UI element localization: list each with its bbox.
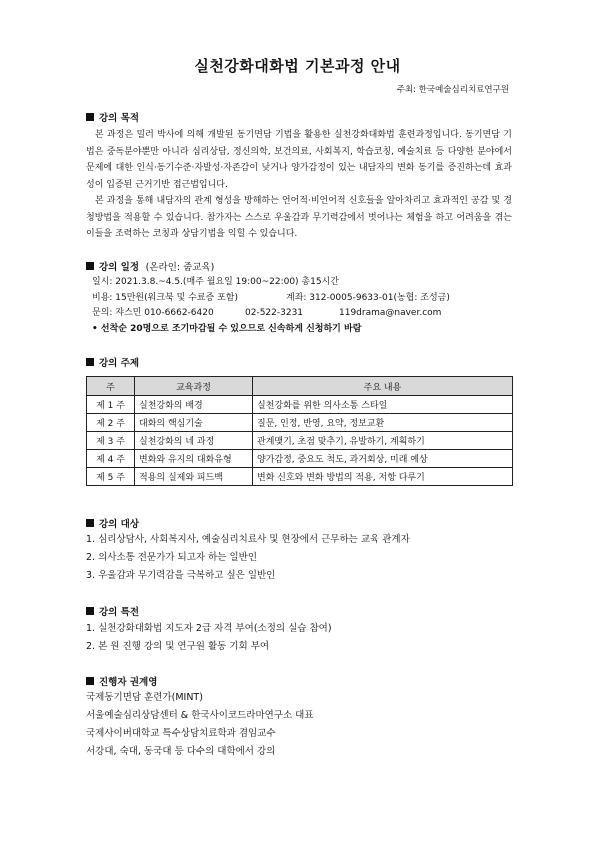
week-cell: 제 3 주 xyxy=(87,432,135,450)
list-item: 1. 실천강화대화법 지도자 2급 자격 부여(소정의 실습 참여) xyxy=(86,623,332,634)
section-heading-schedule: 강의 일정 (온라인: 줌교육) xyxy=(86,259,214,273)
audience-list xyxy=(86,531,410,585)
table-row xyxy=(87,432,513,450)
list-item: 국제사이버대학교 특수상담치료학과 겸임교수 xyxy=(86,728,276,739)
document-title: 실천강화대화법 기본과정 안내 xyxy=(194,57,401,75)
schedule-fee-row xyxy=(92,291,450,307)
week-cell: 제 2 주 xyxy=(87,414,135,432)
column-header-week: 주 xyxy=(87,377,135,396)
content-cell: 실천강화를 위한 의사소통 스타일 xyxy=(253,396,513,414)
list-item: 국제동기면담 훈련가(MINT) xyxy=(86,692,203,703)
square-bullet-icon xyxy=(86,262,94,270)
table-row xyxy=(87,450,513,468)
schedule-online-note: (온라인: 줌교육) xyxy=(145,262,215,273)
square-bullet-icon xyxy=(86,677,94,685)
list-item: 서울예술심리상담센터 & 한국사이코드라마연구소 대표 xyxy=(86,710,314,721)
content-cell: 질문, 인정, 반영, 요약, 정보교환 xyxy=(253,414,513,432)
square-bullet-icon xyxy=(86,358,94,366)
list-item: 3. 우울감과 무기력감을 극복하고 싶은 일반인 xyxy=(86,570,276,581)
content-cell: 관계맺기, 초점 맞추기, 유발하기, 계획하기 xyxy=(253,432,513,450)
topics-table xyxy=(86,376,513,486)
list-item: 서강대, 숙대, 동국대 등 다수의 대학에서 강의 xyxy=(86,746,276,757)
purpose-text xyxy=(86,127,512,243)
table-row xyxy=(87,414,513,432)
course-cell: 변화와 유지의 대화유형 xyxy=(135,450,253,468)
square-bullet-icon xyxy=(86,607,94,615)
purpose-paragraph: 본 과정은 밀러 박사에 의해 개발된 동기면담 기법을 활용한 실천강화대화법 훈련과정입니다. 동기면담 기법은 중독분야뿐만 아니라 심리상담, 정신의학, 보건의료, 사회복지, 학습코칭, 예술치료 등 다양한 분야에서 문제에 대한 인식·동기수준·자발성·자존감이 낮거나 양가감정이 있는 내담자의 변화 동기를 증진하는데 효과성이 입증된 근거기반 접근법입니다. xyxy=(86,130,512,190)
section-heading-topics: 강의 주제 xyxy=(86,355,139,369)
course-cell: 실천강화의 배경 xyxy=(135,396,253,414)
contact-name: 문의: 쟈스민 010-6662-6420 xyxy=(92,308,214,318)
schedule-notice: • 선착순 20명으로 조기마감될 수 있으므로 신속하게 신청하기 바람 xyxy=(92,323,362,334)
week-cell: 제 1 주 xyxy=(87,396,135,414)
week-cell: 제 4 주 xyxy=(87,450,135,468)
list-item: 2. 의사소통 전문가가 되고자 하는 일반인 xyxy=(86,552,257,563)
schedule-account: 계좌: 312-0005-9633-01(농협: 조성금) xyxy=(286,292,450,303)
schedule-fee: 비용: 15만원(워크북 및 수료증 포함) xyxy=(92,292,238,303)
week-cell: 제 5 주 xyxy=(87,468,135,486)
schedule-date: 일시: 2021.3.8.~4.5.(매주 월요일 19:00~22:00) 총15시간 xyxy=(92,277,339,287)
contact-phone: 02-522-3231 xyxy=(245,308,304,318)
schedule-info xyxy=(92,275,450,337)
list-item: 2. 본 원 진행 강의 및 연구원 활동 기회 부여 xyxy=(86,641,270,652)
section-heading-audience: 강의 대상 xyxy=(86,516,139,530)
section-heading-instructor: 진행자 권계영 xyxy=(86,674,157,688)
contact-email[interactable]: 119drama@naver.com xyxy=(339,308,442,318)
course-cell: 대화의 핵심기술 xyxy=(135,414,253,432)
course-cell: 적용의 실제와 피드백 xyxy=(135,468,253,486)
course-cell: 실천강화의 네 과정 xyxy=(135,432,253,450)
table-row xyxy=(87,468,513,486)
content-cell: 변화 신호와 변화 방법의 적용, 저항 다루기 xyxy=(253,468,513,486)
content-cell: 양가감정, 중요도 척도, 과거회상, 미래 예상 xyxy=(253,450,513,468)
list-item: 1. 심리상담사, 사회복지사, 예술심리치료사 및 현장에서 근무하는 교육 관계자 xyxy=(86,534,410,545)
schedule-contact-row xyxy=(92,306,450,322)
purpose-paragraph: 본 과정을 통해 내담자의 관계 형성을 방해하는 언어적·비언어적 신호들을 알아차리고 효과적인 공감 및 경청방법을 적용할 수 있습니다. 참가자는 스스로 우울감과 무기력감에서 벗어나는 체험을 하고 어려움을 겪는 이들을 조력하는 코칭과 상담기법을 익힐 수 있습니다. xyxy=(86,196,512,239)
column-header-course: 교육과정 xyxy=(135,377,253,396)
table-row xyxy=(87,396,513,414)
square-bullet-icon xyxy=(86,519,94,527)
host-organization: 주최: 한국예술심리치료연구원 xyxy=(396,85,509,95)
section-heading-benefits: 강의 특전 xyxy=(86,604,139,618)
table-header-row xyxy=(87,377,513,396)
square-bullet-icon xyxy=(86,113,94,121)
section-heading-purpose: 강의 목적 xyxy=(86,110,139,124)
instructor-list xyxy=(86,689,314,761)
column-header-content: 주요 내용 xyxy=(253,377,513,396)
benefits-list xyxy=(86,620,332,656)
